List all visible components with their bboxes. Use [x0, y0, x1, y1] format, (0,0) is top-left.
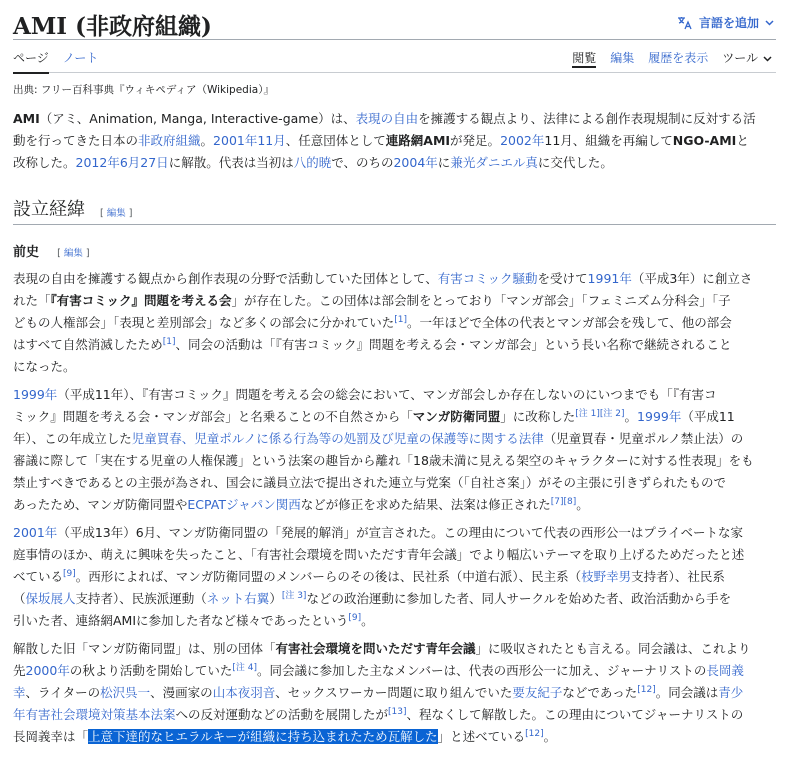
subsection-heading-prehistory	[13, 241, 90, 260]
citation-link[interactable]: [12]	[637, 684, 656, 695]
paragraph-2: 1999年（平成11年）、『有害コミック』問題を考える会の総会において、マンガ部会しか存在しないのにいつまでも「『有害コ ミック』問題を考える会・マンガ部会」と名乗ることの不自然さから「マンガ防衛同盟」に改称した[注 1][注 2]。1999年（平成11 年）、この年成立した児童買春、児童ポルノに係る行為等の処罰及び児童の保護等に関する法律（児童買春・児童ポルノ禁止法）の 審議に際して「実在する児童の人権保護」という法案の趣旨から離れ「18歳未満に見える架空のキャラクターに対する性表現」をも 禁止すべきであるとの主張が為され、国会に議員立法で提出された連立与党案（「自社さ案」）がその主張に引きずられたもので あったため、マンガ防衛同盟やECPATジャパン関西などが修正を求めた結果、法案は修正された[7][8]。	[13, 387, 754, 512]
citation-link[interactable]: [1]	[162, 336, 176, 347]
citation-link[interactable]: [1]	[394, 314, 408, 325]
lead-paragraph: AMI（アミ、Animation, Manga, Interactive-game）は、表現の自由を擁護する観点より、法律による創作表現規制に反対する活 動を行ってきた日本の非政府組織。2001年11月、任意団体として連路網AMIが発足。2002年11月、組織を再編してNGO-AMIと 改称した。2012年6月27日に解散。代表は当初は八的暁で、のちの2004年に兼光ダニエル真に交代した。	[13, 111, 756, 170]
tab-page[interactable]: ページ	[13, 49, 49, 74]
link[interactable]: 2000年	[25, 663, 70, 678]
paragraph-1: 表現の自由を擁護する観点から創作表現の分野で活動していた団体として、有害コミック騒動を受けて1991年（平成3年）に創立さ れた「『有害コミック』問題を考える会」が存在した。この団体は部会制をとっており「マンガ部会」「フェミニズム分科会」「子 どもの人権部会」「表現と差別部会」など多くの部会に分かれていた[1]。一年ほどで全体の代表とマンガ部会を残して、他の部会 はすべて自然消滅したため[1]、同会の活動は「『有害コミック』問題を考える会・マンガ部会」という長い名称で継続されること になった。	[13, 271, 753, 374]
tools-label: ツール	[722, 51, 758, 65]
link[interactable]: 幸	[13, 685, 26, 700]
section-title: 設立経緯	[13, 199, 85, 220]
link[interactable]: 2004年	[393, 155, 438, 170]
citation-link[interactable]: [注 3]	[281, 590, 307, 601]
tab-read[interactable]: 閲覧	[572, 49, 596, 68]
link[interactable]: 1991年	[587, 271, 632, 286]
link[interactable]: 2001年11月	[213, 133, 286, 148]
link[interactable]: 有害コミック騒動	[437, 271, 538, 286]
link[interactable]: 山本夜羽音	[212, 685, 276, 700]
subsection-title: 前史	[13, 245, 40, 260]
citation-link[interactable]: [12]	[525, 728, 544, 739]
chevron-down-icon	[763, 51, 772, 65]
tools-menu[interactable]	[722, 49, 772, 66]
link[interactable]: 年有害社会環境対策基本法案	[13, 707, 176, 722]
citation-link[interactable]: [7][8]	[550, 496, 577, 507]
link[interactable]: 非政府組織	[138, 133, 201, 148]
tab-history[interactable]: 履歴を表示	[648, 51, 709, 65]
citation-link[interactable]: [注 4]	[232, 662, 257, 673]
tab-edit[interactable]: 編集	[610, 51, 635, 65]
section-heading-establishment	[13, 195, 776, 225]
tab-talk[interactable]: ノート	[62, 51, 99, 65]
link[interactable]: 松沢呉一	[100, 685, 151, 700]
section-edit-link[interactable]: [ 編集 ]	[100, 208, 133, 219]
link[interactable]: 2002年	[500, 133, 545, 148]
page-tabs	[13, 47, 776, 73]
link[interactable]: 1999年	[13, 387, 58, 402]
citation-link[interactable]: [注 1][注 2]	[575, 408, 625, 419]
link[interactable]: 保坂展人	[25, 591, 76, 606]
citation-link[interactable]: [13]	[388, 706, 407, 717]
link[interactable]: 児童買春、児童ポルノに係る行為等の処罰及び児童の保護等に関する法律	[131, 431, 544, 446]
paragraph-4: 解散した旧「マンガ防衛同盟」は、別の団体「有害社会環境を問いただす青年会議」に吸収されたとも言える。同会議は、これより 先2000年の秋より活動を開始していた[注 4]。同会議に参加した主なメンバーは、代表の西形公一に加え、ジャーナリストの長岡義 幸、ライターの松沢呉一、漫画家の山本夜羽音、セックスワーカー問題に取り組んでいた要友紀子などであった[12]。同会議は青少 年有害社会環境対策基本法案への反対運動などの活動を展開したが[13]、程なくして解散した。この理由についてジャーナリストの 長岡義幸は「上意下達的なヒエラルキーが組織に持ち込まれたため瓦解した」と述べている[12]。	[13, 641, 751, 744]
link[interactable]: 要友紀子	[512, 685, 563, 700]
link[interactable]: ネット右翼	[206, 591, 270, 606]
citation-link[interactable]: [9]	[63, 568, 76, 579]
source-note: 出典: フリー百科事典『ウィキペディア（Wikipedia）』	[13, 84, 274, 96]
citation-link[interactable]: [9]	[348, 612, 362, 623]
add-language-label: 言語を追加	[698, 16, 759, 30]
link[interactable]: 青少	[718, 685, 744, 700]
link[interactable]: 2001年	[13, 525, 58, 540]
link[interactable]: ECPATジャパン関西	[187, 497, 301, 512]
translate-icon	[677, 16, 693, 30]
link[interactable]: 八的暁	[293, 155, 332, 170]
link[interactable]: 兼光ダニエル真	[450, 155, 538, 170]
title-bar	[13, 6, 776, 40]
link[interactable]: 枝野幸男	[581, 569, 632, 584]
link[interactable]: 長岡義	[706, 663, 744, 678]
selected-text[interactable]: 上意下達的なヒエラルキーが組織に持ち込まれたため瓦解した	[88, 729, 438, 744]
link[interactable]: 1999年	[637, 409, 682, 424]
link[interactable]: 2012年6月27日	[75, 155, 169, 170]
link[interactable]: 表現の自由	[355, 111, 419, 126]
subsection-edit-link[interactable]: [ 編集 ]	[57, 248, 90, 259]
page-title: AMI (非政府組織)	[13, 13, 212, 40]
chevron-down-icon	[765, 20, 774, 26]
paragraph-3: 2001年（平成13年）6月、マンガ防衛同盟の「発展的解消」が宣言された。この理由について代表の西形公一はプライベートな家 庭事情のほか、萌えに興味を失ったこと、「有害社会環境を問いただす青年会議」でより幅広いテーマを取り上げるためだったと述 べている[9]。西形によれば、マンガ防衛同盟のメンバーらのその後は、民社系（中道右派）、民主系（枝野幸男支持者）、社民系 （保坂展人支持者）、民族派運動（ネット右翼）[注 3]などの政治運動に参加した者、同人サークルを始めた者、政治活動から手を 引いた者、連絡網AMIに参加した者など様々であったという[9]。	[13, 525, 745, 628]
add-language-button[interactable]	[677, 14, 774, 31]
